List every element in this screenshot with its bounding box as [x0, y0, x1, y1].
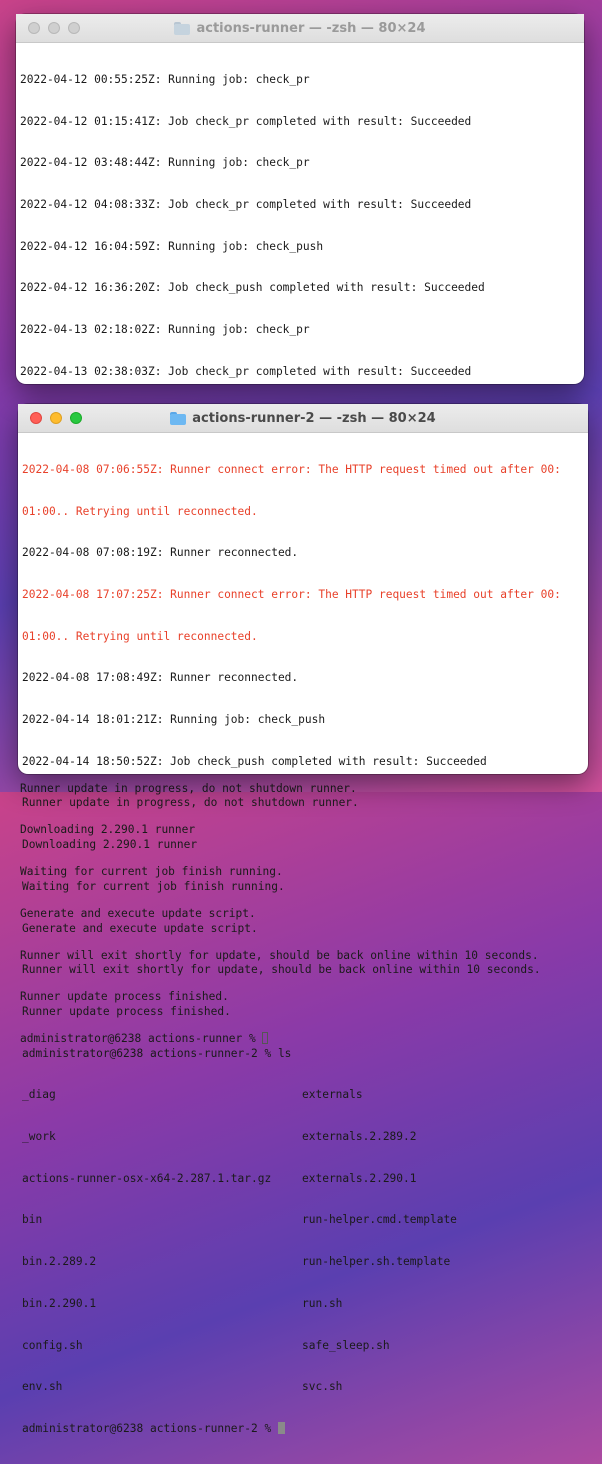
terminal-line: Runner update in progress, do not shutdown runner.	[20, 781, 357, 795]
ls-entry: safe_sleep.sh	[302, 1338, 390, 1352]
window-controls	[28, 22, 80, 34]
ls-entry: run.sh	[302, 1296, 343, 1310]
terminal-line: Runner update in progress, do not shutdown runner.	[22, 796, 359, 810]
terminal-line: Runner update process finished.	[22, 1004, 231, 1018]
ls-entry: env.sh	[22, 1380, 63, 1394]
terminal-error-line: 01:00.. Retrying until reconnected.	[22, 629, 258, 643]
window-title	[174, 21, 425, 36]
close-button[interactable]	[30, 412, 42, 424]
ls-command-line: administrator@6238 actions-runner-2 % ls	[22, 1046, 292, 1060]
ls-row	[22, 1380, 588, 1394]
ls-row	[22, 1297, 588, 1311]
terminal-line: 2022-04-13 02:18:02Z: Running job: check_pr	[20, 323, 310, 337]
terminal-line: 2022-04-14 18:50:52Z: Job check_push completed with result: Succeeded	[22, 754, 487, 768]
ls-entry: run-helper.sh.template	[302, 1255, 451, 1269]
ls-row	[22, 1130, 588, 1144]
window-title	[170, 411, 435, 426]
text-cursor	[278, 1422, 285, 1434]
terminal-error-line: 01:00.. Retrying until reconnected.	[22, 504, 258, 518]
ls-entry: externals.2.290.1	[302, 1171, 417, 1185]
prompt-line[interactable]	[22, 1422, 588, 1436]
ls-row	[22, 1088, 588, 1102]
ls-row	[22, 1213, 588, 1227]
terminal-line: Downloading 2.290.1 runner	[20, 823, 196, 837]
terminal-error-line: 2022-04-08 07:06:55Z: Runner connect error: The HTTP request timed out after 00:	[22, 462, 561, 476]
titlebar[interactable]	[18, 404, 588, 433]
terminal-line: 2022-04-12 04:08:33Z: Job check_pr completed with result: Succeeded	[20, 197, 472, 211]
terminal-line: Runner update process finished.	[20, 990, 229, 1004]
ls-entry: _work	[22, 1130, 56, 1144]
ls-entry: actions-runner-osx-x64-2.287.1.tar.gz	[22, 1171, 272, 1185]
terminal-line: 2022-04-08 07:08:19Z: Runner reconnected.	[22, 546, 299, 560]
terminal-line: Generate and execute update script.	[20, 906, 256, 920]
minimize-button[interactable]	[50, 412, 62, 424]
shell-prompt: administrator@6238 actions-runner-2 %	[22, 1421, 278, 1435]
terminal-line: Downloading 2.290.1 runner	[22, 838, 198, 852]
window-controls	[30, 412, 82, 424]
ls-entry: run-helper.cmd.template	[302, 1213, 457, 1227]
ls-row	[22, 1172, 588, 1186]
terminal-error-line: 2022-04-08 17:07:25Z: Runner connect error: The HTTP request timed out after 00:	[22, 587, 561, 601]
terminal-line: 2022-04-12 00:55:25Z: Running job: check_pr	[20, 72, 310, 86]
ls-row	[22, 1255, 588, 1269]
terminal-line: Generate and execute update script.	[22, 921, 258, 935]
zoom-button[interactable]	[68, 22, 80, 34]
terminal-line: 2022-04-08 17:08:49Z: Runner reconnected.	[22, 671, 299, 685]
terminal-line: 2022-04-12 01:15:41Z: Job check_pr completed with result: Succeeded	[20, 114, 472, 128]
titlebar[interactable]	[16, 14, 584, 43]
ls-entry: bin.2.290.1	[22, 1296, 97, 1310]
terminal-line: Runner will exit shortly for update, should be back online within 10 seconds.	[22, 963, 541, 977]
terminal-line: 2022-04-13 02:38:03Z: Job check_pr completed with result: Succeeded	[20, 364, 472, 378]
ls-entry: bin	[22, 1213, 43, 1227]
window-title-text: actions-runner-2 — -zsh — 80×24	[192, 410, 436, 426]
terminal-line: Waiting for current job finish running.	[22, 879, 285, 893]
ls-entry: bin.2.289.2	[22, 1255, 97, 1269]
window-title-text: actions-runner — -zsh — 80×24	[196, 20, 426, 36]
shell-prompt: administrator@6238 actions-runner %	[20, 1031, 263, 1045]
terminal-line: Waiting for current job finish running.	[20, 865, 283, 879]
terminal-line: 2022-04-12 16:36:20Z: Job check_push completed with result: Succeeded	[20, 281, 485, 295]
terminal-line: 2022-04-12 16:04:59Z: Running job: check_push	[20, 239, 324, 253]
close-button[interactable]	[28, 22, 40, 34]
ls-entry: _diag	[22, 1088, 56, 1102]
minimize-button[interactable]	[48, 22, 60, 34]
terminal-line: 2022-04-12 03:48:44Z: Running job: check_pr	[20, 156, 310, 170]
terminal-output[interactable]	[18, 433, 588, 1464]
ls-entry: config.sh	[22, 1338, 83, 1352]
zoom-button[interactable]	[70, 412, 82, 424]
folder-icon	[170, 412, 186, 425]
ls-entry: externals.2.289.2	[302, 1130, 417, 1144]
folder-icon	[174, 22, 190, 35]
terminal-line: Runner will exit shortly for update, should be back online within 10 seconds.	[20, 948, 539, 962]
ls-row	[22, 1339, 588, 1353]
terminal-window-actions-runner-2[interactable]	[18, 404, 588, 1435]
ls-entry: externals	[302, 1088, 363, 1102]
terminal-line: 2022-04-14 18:01:21Z: Running job: check_push	[22, 713, 326, 727]
ls-entry: svc.sh	[302, 1380, 343, 1394]
